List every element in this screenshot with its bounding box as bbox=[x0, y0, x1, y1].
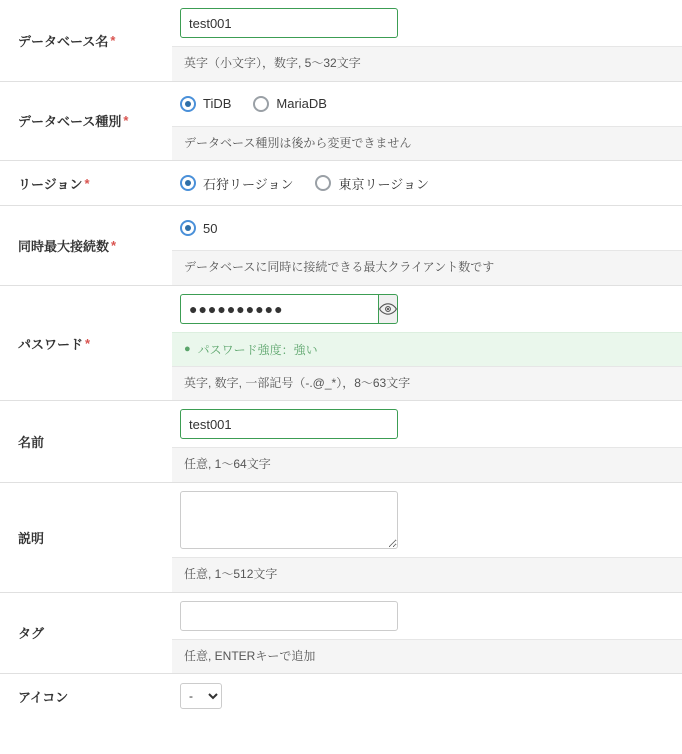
label-text: 説明 bbox=[18, 530, 45, 546]
form-row-tags bbox=[0, 592, 682, 674]
form-row-description bbox=[0, 482, 682, 592]
control-description bbox=[172, 483, 682, 557]
field-region bbox=[172, 161, 682, 205]
field-tags bbox=[172, 593, 682, 674]
field-database-type bbox=[172, 82, 682, 161]
radio-option-mariadb[interactable] bbox=[253, 96, 327, 112]
password-input[interactable] bbox=[180, 294, 378, 324]
field-password bbox=[172, 286, 682, 401]
hint-password: 英字, 数字, 一部記号（-.@_*），8〜63文字 bbox=[172, 366, 682, 401]
password-strength-indicator bbox=[172, 332, 682, 366]
control-database-type bbox=[172, 82, 682, 126]
hint-database-type: データベース種別は後から変更できません bbox=[172, 126, 682, 161]
control-name bbox=[172, 401, 682, 447]
hint-tags: 任意, ENTERキーで追加 bbox=[172, 639, 682, 674]
field-name bbox=[172, 401, 682, 482]
radio-option-ishikari[interactable] bbox=[180, 174, 293, 193]
name-input[interactable] bbox=[180, 409, 398, 439]
form-row-icon bbox=[0, 673, 682, 718]
hint-description: 任意, 1〜512文字 bbox=[172, 557, 682, 592]
label-tags bbox=[0, 593, 172, 674]
label-database-name bbox=[0, 0, 172, 81]
label-text: データベース名 bbox=[18, 33, 109, 49]
label-max-connections bbox=[0, 206, 172, 285]
hint-max-connections: データベースに同時に接続できる最大クライアント数です bbox=[172, 250, 682, 285]
radio-icon[interactable] bbox=[315, 175, 331, 191]
required-marker: * bbox=[110, 32, 116, 48]
label-text: アイコン bbox=[18, 689, 69, 705]
radio-option-tokyo[interactable] bbox=[315, 174, 428, 193]
field-max-connections bbox=[172, 206, 682, 285]
control-icon bbox=[172, 674, 682, 718]
label-text: データベース種別 bbox=[18, 114, 122, 130]
form-row-region bbox=[0, 160, 682, 205]
hint-name: 任意, 1〜64文字 bbox=[172, 447, 682, 482]
radio-option-50[interactable] bbox=[180, 220, 217, 236]
control-max-connections bbox=[172, 206, 682, 250]
field-description bbox=[172, 483, 682, 592]
password-visibility-toggle[interactable] bbox=[378, 294, 398, 324]
label-icon bbox=[0, 674, 172, 718]
radio-group-region bbox=[180, 174, 451, 193]
radio-option-tidb[interactable] bbox=[180, 96, 231, 112]
control-tags bbox=[172, 593, 682, 639]
label-text: パスワード bbox=[18, 336, 84, 352]
bullet-icon: ● bbox=[184, 342, 191, 355]
radio-icon[interactable] bbox=[180, 96, 196, 112]
label-text: リージョン bbox=[18, 176, 83, 192]
radio-icon[interactable] bbox=[180, 175, 196, 191]
form-row-password bbox=[0, 285, 682, 401]
radio-group-database-type bbox=[180, 96, 349, 112]
field-database-name bbox=[172, 0, 682, 81]
label-database-type bbox=[0, 82, 172, 161]
password-strength-text: パスワード強度：強い bbox=[197, 342, 318, 357]
label-region bbox=[0, 161, 172, 205]
control-region bbox=[172, 161, 682, 205]
radio-label: MariaDB bbox=[276, 96, 327, 112]
radio-label: 石狩リージョン bbox=[203, 176, 294, 192]
label-text: 同時最大接続数 bbox=[18, 238, 110, 254]
description-textarea[interactable] bbox=[180, 491, 398, 549]
database-name-input[interactable] bbox=[180, 8, 398, 38]
control-password bbox=[172, 286, 682, 332]
radio-icon[interactable] bbox=[253, 96, 269, 112]
label-password bbox=[0, 286, 172, 401]
radio-icon[interactable] bbox=[180, 220, 196, 236]
eye-icon bbox=[379, 303, 397, 315]
form-row-database-name bbox=[0, 0, 682, 81]
label-name bbox=[0, 401, 172, 482]
radio-label: TiDB bbox=[203, 96, 232, 112]
tags-input[interactable] bbox=[180, 601, 398, 631]
icon-select[interactable] bbox=[180, 683, 222, 709]
radio-label: 東京リージョン bbox=[338, 176, 429, 192]
form-row-database-type bbox=[0, 81, 682, 161]
label-description bbox=[0, 483, 172, 592]
form-row-name bbox=[0, 400, 682, 482]
form-row-max-connections bbox=[0, 205, 682, 285]
required-marker: * bbox=[84, 175, 90, 191]
control-database-name bbox=[172, 0, 682, 46]
required-marker: * bbox=[123, 113, 129, 129]
field-icon bbox=[172, 674, 682, 718]
password-input-group bbox=[180, 294, 398, 324]
radio-label: 50 bbox=[203, 220, 218, 236]
radio-group-max-connections bbox=[180, 220, 239, 236]
label-text: 名前 bbox=[18, 435, 45, 451]
required-marker: * bbox=[111, 237, 117, 253]
hint-database-name: 英字（小文字），数字, 5〜32文字 bbox=[172, 46, 682, 81]
label-text: タグ bbox=[18, 626, 45, 642]
required-marker: * bbox=[85, 335, 91, 351]
